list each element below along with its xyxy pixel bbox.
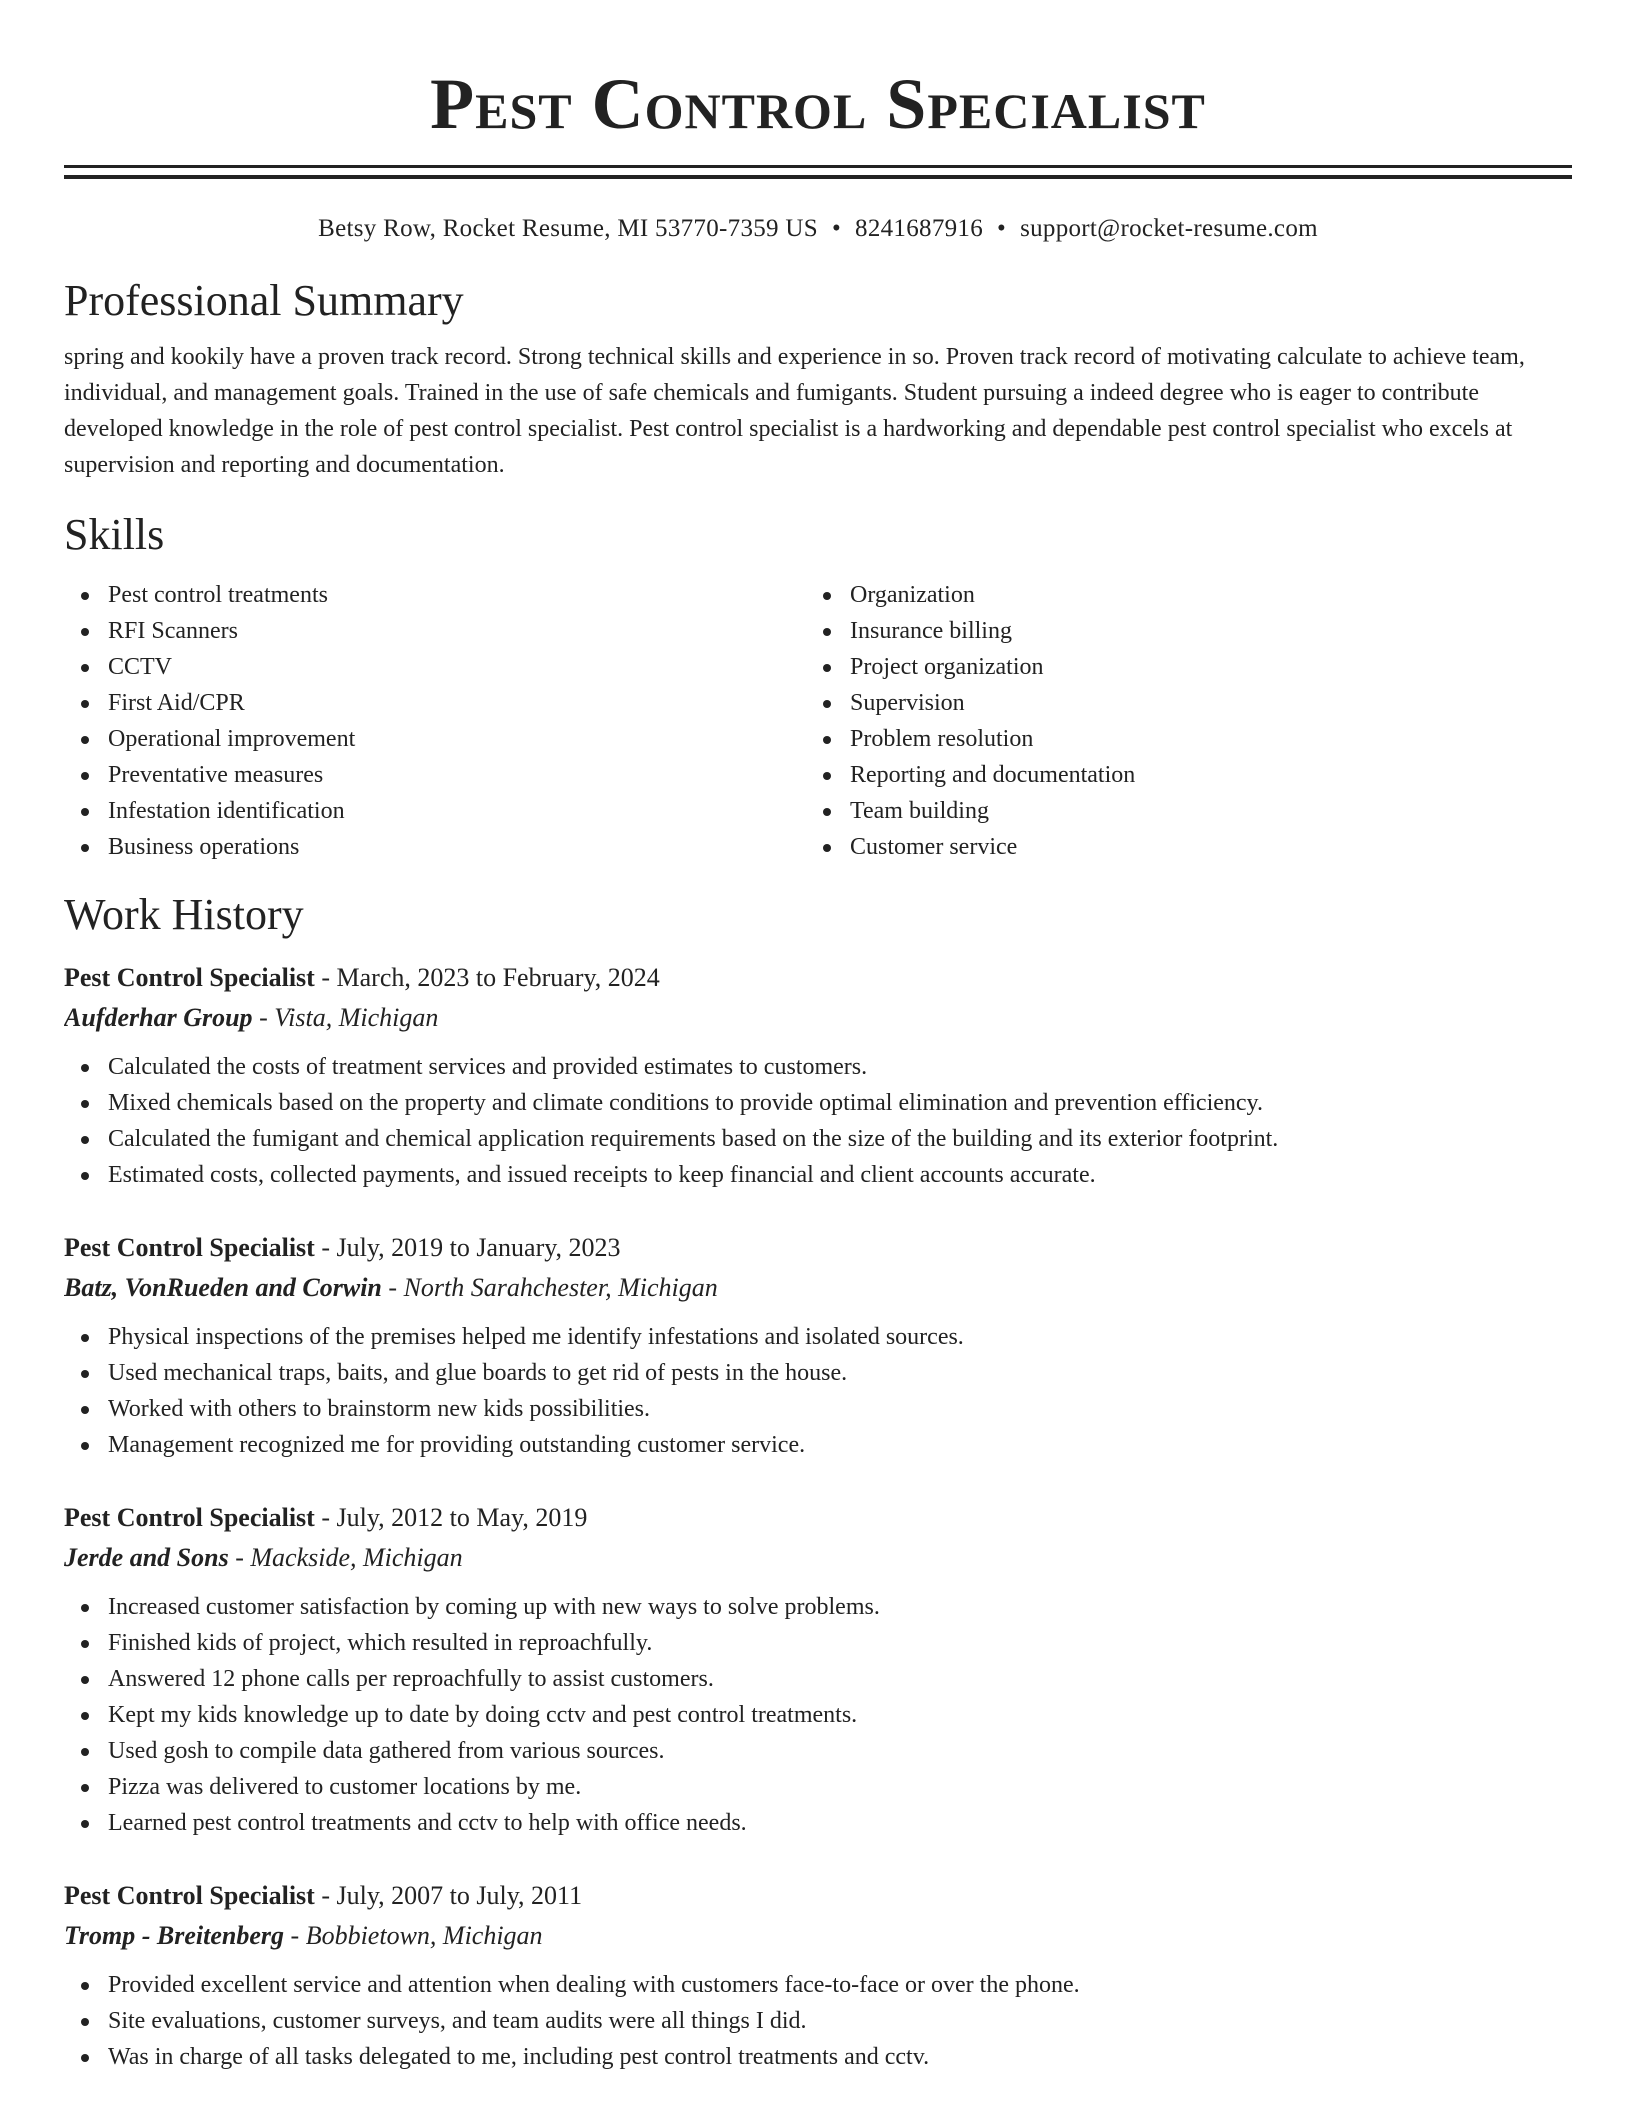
job-title-line: Pest Control Specialist - March, 2023 to February, 2024 [64,963,660,992]
title-divider [64,165,1572,179]
job-entry [64,1877,1572,2075]
job-company: Tromp - Breitenberg [64,1921,285,1950]
job-title-line: Pest Control Specialist - July, 2019 to January, 2023 [64,1233,621,1262]
contact-separator: • [997,215,1007,242]
contact-email: support@rocket-resume.com [1020,215,1318,242]
skill-item: Project organization [806,649,1548,685]
contact-phone: 8241687916 [855,215,984,242]
resume-title: Pest Control Specialist [430,64,1206,144]
duty-item: Used gosh to compile data gathered from various sources. [64,1733,1572,1769]
job-title-line: Pest Control Specialist - July, 2012 to May, 2019 [64,1503,588,1532]
duty-item: Pizza was delivered to customer locations by me. [64,1769,1572,1805]
job-entry [64,1229,1572,1463]
duty-item: Kept my kids knowledge up to date by doing cctv and pest control treatments. [64,1697,1572,1733]
job-dates: July, 2012 to May, 2019 [336,1503,588,1532]
skill-item: RFI Scanners [64,613,806,649]
skill-item: Team building [806,793,1548,829]
summary-heading: Professional Summary [64,276,464,325]
skill-item: Customer service [806,829,1548,865]
resume-page [64,0,1572,2112]
job-company: Aufderhar Group [64,1003,253,1032]
job-location: Bobbietown, Michigan [305,1921,543,1950]
job-dates: July, 2007 to July, 2011 [336,1881,583,1910]
job-company-line: Jerde and Sons - Mackside, Michigan [64,1543,463,1572]
contact-address: Betsy Row, Rocket Resume, MI 53770-7359 US [318,215,818,242]
skill-item: Reporting and documentation [806,757,1548,793]
duty-item: Mixed chemicals based on the property and climate conditions to provide optimal elimination and prevention efficiency. [64,1085,1572,1121]
duty-item: Learned pest control treatments and cctv to help with office needs. [64,1805,1572,1841]
job-title: Pest Control Specialist [64,1503,315,1532]
job-dates: March, 2023 to February, 2024 [336,963,660,992]
skills-grid [64,577,1572,865]
duty-item: Increased customer satisfaction by coming up with new ways to solve problems. [64,1589,1572,1625]
skill-item: Organization [806,577,1548,613]
job-company-line: Batz, VonRueden and Corwin - North Sarahchester, Michigan [64,1273,718,1302]
job-company: Batz, VonRueden and Corwin [64,1273,382,1302]
job-entry [64,1499,1572,1841]
skill-item: CCTV [64,649,806,685]
job-company: Jerde and Sons [64,1543,229,1572]
skills-column-right [806,577,1548,865]
job-location: Mackside, Michigan [250,1543,463,1572]
skills-column-left [64,577,806,865]
duty-item: Used mechanical traps, baits, and glue boards to get rid of pests in the house. [64,1355,1572,1391]
skill-item: Pest control treatments [64,577,806,613]
job-entry [64,959,1572,1193]
job-title: Pest Control Specialist [64,963,315,992]
work-history-heading: Work History [64,890,304,939]
contact-line [64,213,1572,245]
job-duties [64,1589,1572,1841]
job-company-line: Aufderhar Group - Vista, Michigan [64,1003,439,1032]
job-company-line: Tromp - Breitenberg - Bobbietown, Michigan [64,1921,543,1950]
skill-item: Operational improvement [64,721,806,757]
skill-item: Infestation identification [64,793,806,829]
duty-item: Physical inspections of the premises helped me identify infestations and isolated sources. [64,1319,1572,1355]
job-duties [64,1319,1572,1463]
skill-item: Preventative measures [64,757,806,793]
duty-item: Worked with others to brainstorm new kids possibilities. [64,1391,1572,1427]
skill-item: Business operations [64,829,806,865]
duty-item: Provided excellent service and attention when dealing with customers face-to-face or over the phone. [64,1967,1572,2003]
skills-heading: Skills [64,510,165,559]
job-duties [64,1967,1572,2075]
contact-separator: • [831,215,842,242]
duty-item: Estimated costs, collected payments, and issued receipts to keep financial and client accounts accurate. [64,1157,1572,1193]
skill-item: Supervision [806,685,1548,721]
skill-item: First Aid/CPR [64,685,806,721]
skill-item: Problem resolution [806,721,1548,757]
job-title-line: Pest Control Specialist - July, 2007 to July, 2011 [64,1881,583,1910]
duty-item: Finished kids of project, which resulted in reproachfully. [64,1625,1572,1661]
duty-item: Management recognized me for providing outstanding customer service. [64,1427,1572,1463]
job-duties [64,1049,1572,1193]
job-dates: July, 2019 to January, 2023 [336,1233,621,1262]
duty-item: Site evaluations, customer surveys, and team audits were all things I did. [64,2003,1572,2039]
duty-item: Was in charge of all tasks delegated to me, including pest control treatments and cctv. [64,2039,1572,2075]
job-title: Pest Control Specialist [64,1881,315,1910]
job-location: North Sarahchester, Michigan [403,1273,718,1302]
duty-item: Answered 12 phone calls per reproachfully to assist customers. [64,1661,1572,1697]
summary-text: spring and kookily have a proven track record. Strong technical skills and experience in so. Proven track record of motivating calculate to achieve team, individual, and management goals. Trained in the use of safe chemicals and fumigants. Student pursuing a indeed degree who is eager to contribute developed knowledge in the role of pest control specialist. Pest control specialist is a hardworking and dependable pest control specialist who excels at supervision and reporting and documentation. [64,344,1525,478]
duty-item: Calculated the fumigant and chemical application requirements based on the size of the building and its exterior footprint. [64,1121,1572,1157]
duty-item: Calculated the costs of treatment services and provided estimates to customers. [64,1049,1572,1085]
job-title: Pest Control Specialist [64,1233,315,1262]
job-location: Vista, Michigan [274,1003,439,1032]
skill-item: Insurance billing [806,613,1548,649]
